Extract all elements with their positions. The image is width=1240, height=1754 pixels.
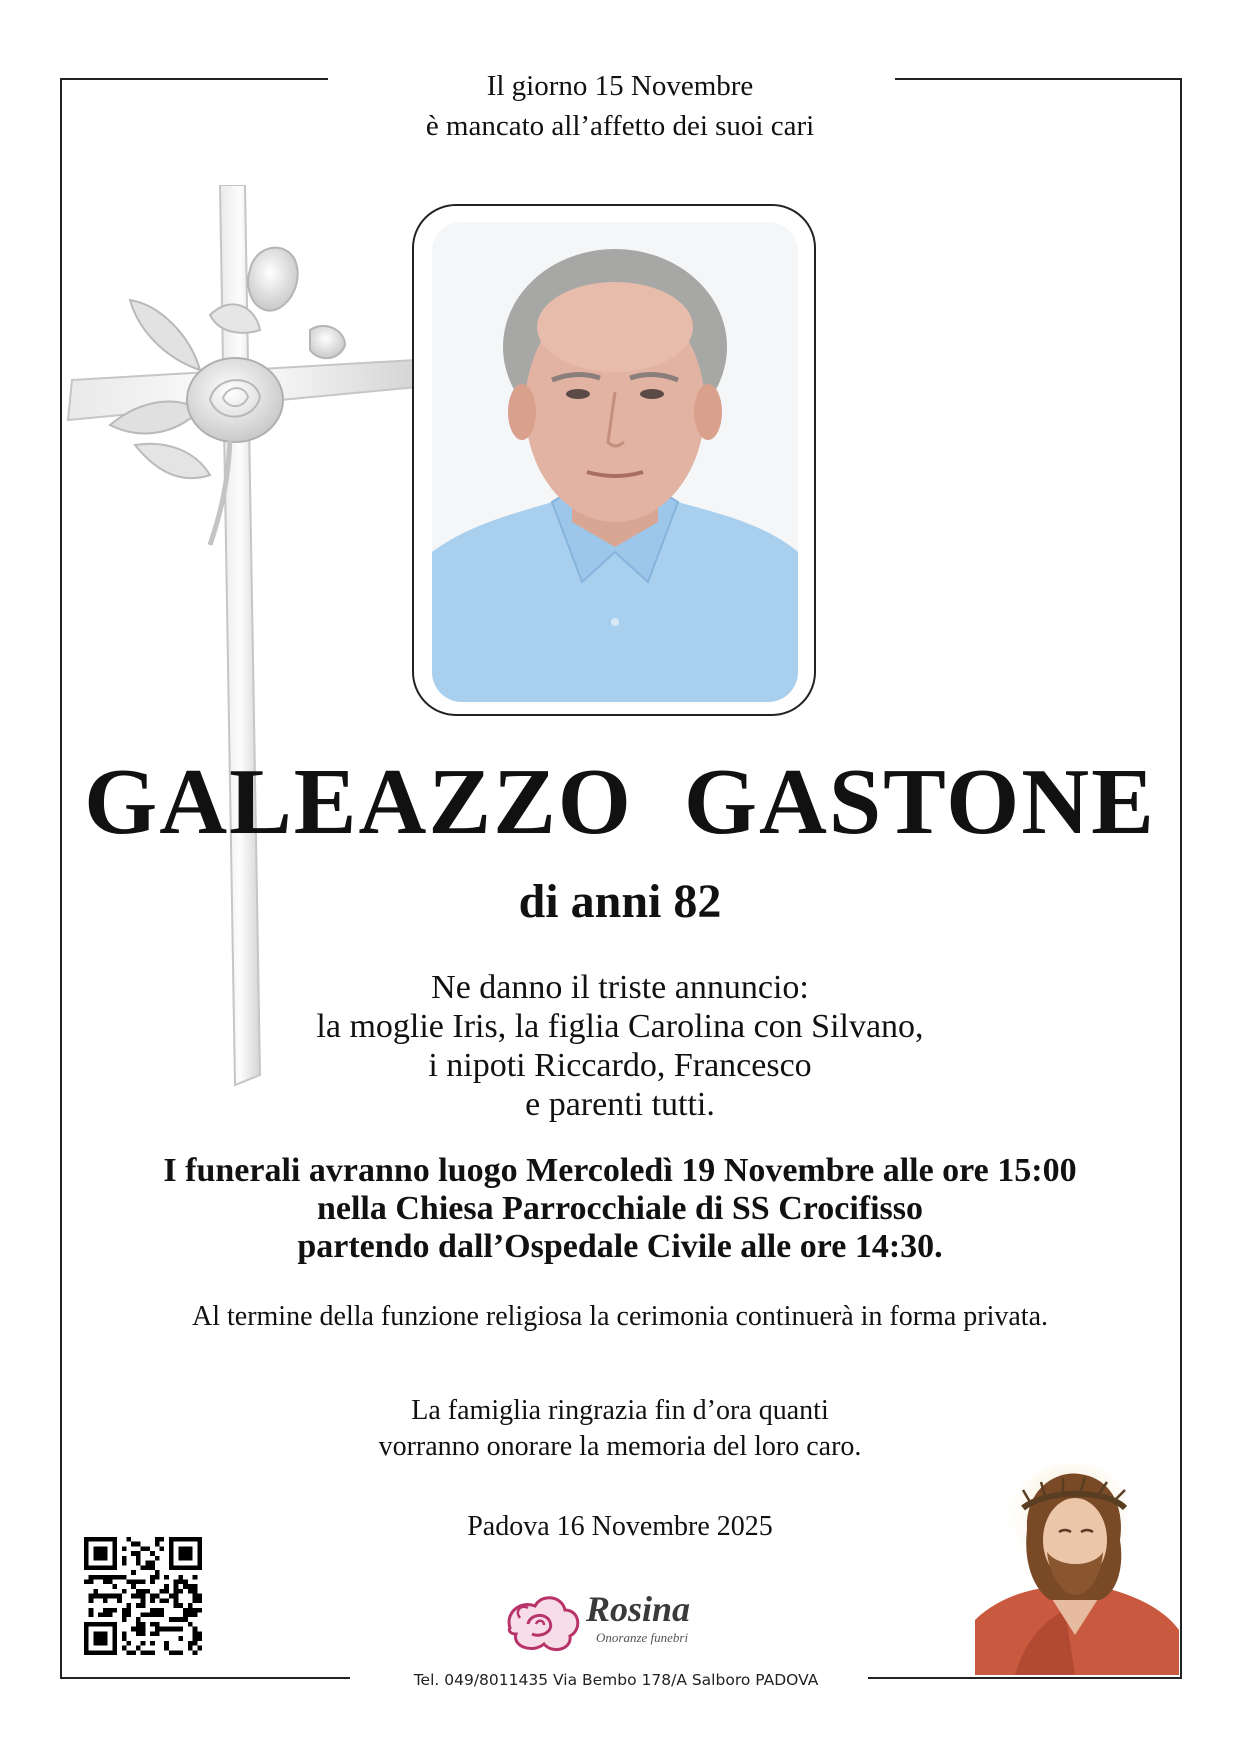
announce-line: la moglie Iris, la figlia Carolina con Silvano, (316, 1008, 924, 1045)
cross-with-rose-icon (60, 185, 420, 1090)
announcement-block (0, 968, 1240, 1124)
funeral-line: I funerali avranno luogo Mercoledì 19 Novembre alle ore 15:00 (163, 1152, 1077, 1189)
deceased-age: di anni 82 (518, 875, 722, 928)
announce-line: Ne danno il triste annuncio: (431, 969, 809, 1006)
thanks-note (0, 1393, 1240, 1465)
deceased-name: GALEAZZO GASTONE (84, 750, 1156, 854)
logo-subtitle: Onoranze funebri (596, 1630, 689, 1645)
funeral-line: partendo dall’Ospedale Civile alle ore 14:30. (297, 1228, 943, 1265)
thanks-line: vorranno onorare la memoria del loro caro. (378, 1431, 862, 1462)
logo-name: Rosina (586, 1589, 691, 1629)
intro-line-1: Il giorno 15 Novembre (486, 70, 754, 102)
footer-contact: Tel. 049/8011435 Via Bembo 178/A Salboro PADOVA (413, 1671, 819, 1689)
christ-portrait-icon (975, 1460, 1179, 1675)
funeral-line: nella Chiesa Parrocchiale di SS Crocifisso (316, 1190, 923, 1227)
qr-code-icon[interactable] (84, 1537, 202, 1655)
frame-bottom-right (868, 1677, 1182, 1679)
intro-line-2: è mancato all’affetto dei suoi cari (425, 110, 815, 142)
frame-bottom-left (60, 1677, 350, 1679)
rose-logo-icon (500, 1588, 584, 1656)
thanks-line: La famiglia ringrazia fin d’ora quanti (411, 1395, 829, 1426)
announce-line: i nipoti Riccardo, Francesco (428, 1047, 812, 1084)
funeral-home-logo (500, 1588, 720, 1660)
portrait-photo (432, 222, 798, 702)
portrait-frame (412, 204, 816, 716)
portrait-illustration (432, 222, 798, 702)
privacy-note: Al termine della funzione religiosa la cerimonia continuerà in forma privata. (192, 1301, 1048, 1332)
intro-text (0, 66, 1240, 146)
place-date: Padova 16 Novembre 2025 (467, 1511, 773, 1542)
funeral-details (0, 1152, 1240, 1266)
announce-line: e parenti tutti. (525, 1086, 715, 1123)
